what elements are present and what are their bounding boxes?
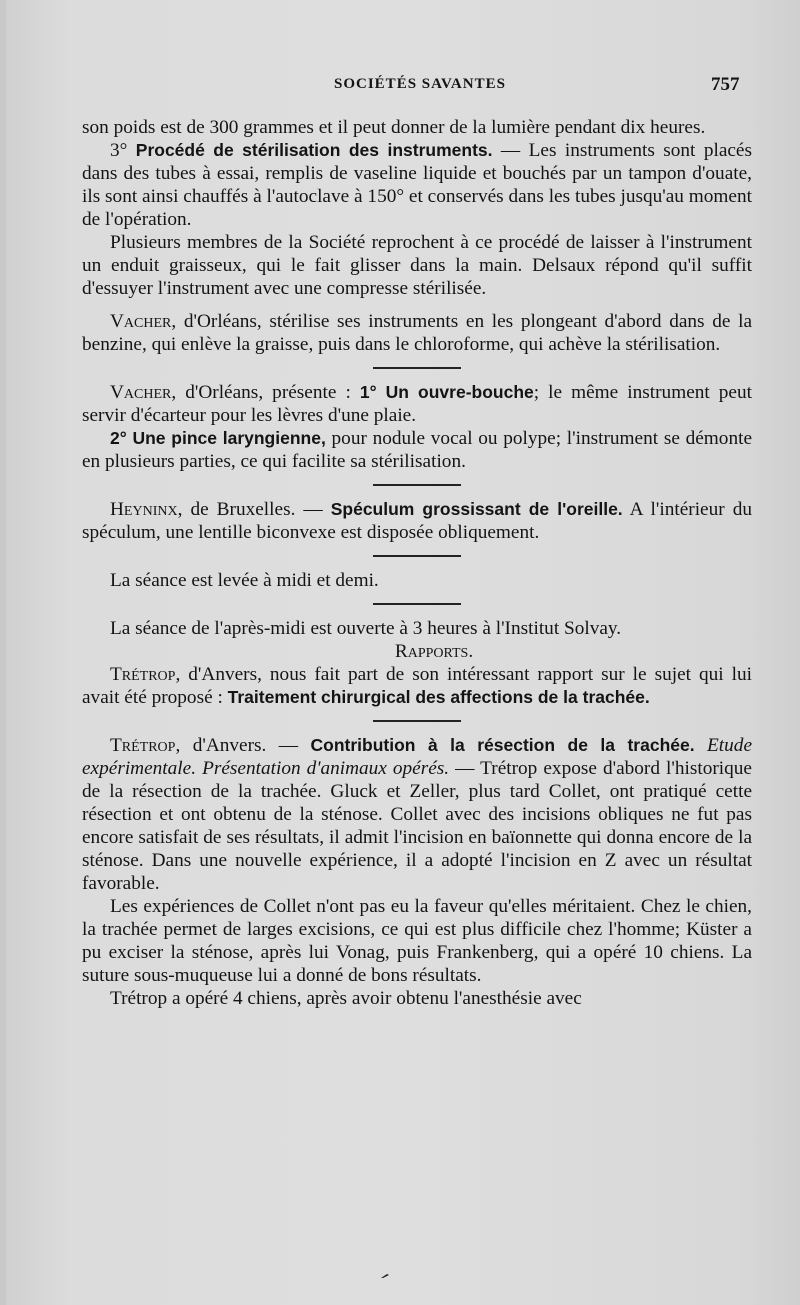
- page-body: [82, 116, 752, 1010]
- paragraph-text: — Les instruments sont placés dans des tubes à essai, remplis de vaseline liquide et bouchés par un tampon d'ouate, ils sont ainsi chauffés à l'autoclave à 150° et conservés dans les tubes jusqu'au moment de l'opération.: [82, 140, 752, 230]
- running-head: SOCIÉTÉS SAVANTES: [334, 76, 506, 92]
- section-divider: [373, 720, 461, 722]
- paragraph-text: son poids est de 300 grammes et il peut donner de la lumière pendant dix heures.: [82, 117, 706, 138]
- section-divider: [373, 555, 461, 557]
- paragraph-text: A l'intérieur du spéculum, une lentille biconvexe est disposée obliquement.: [82, 499, 752, 543]
- paragraph-text: , de Bruxelles. —: [177, 499, 331, 520]
- book-page: [6, 0, 800, 1305]
- author-name: Vacher: [110, 382, 172, 403]
- paragraph-text: , d'Anvers, nous fait part de son intéressant rapport sur le sujet qui lui avait été proposé :: [82, 664, 752, 708]
- bold-title: Procédé de stérilisation des instruments.: [135, 140, 493, 160]
- bold-title: Une pince laryngienne,: [132, 428, 326, 448]
- paragraph-tretrop-resection: [82, 734, 752, 895]
- paragraph-text: La séance est levée à midi et demi.: [110, 570, 379, 591]
- paragraph-text: ; le même instrument peut servir d'écarteur pour les lèvres d'une plaie.: [82, 382, 752, 426]
- paragraph-pince: [82, 427, 752, 473]
- bold-title: Un ouvre-bouche: [385, 382, 534, 402]
- author-name: Trétrop: [110, 664, 176, 685]
- paragraph-text: pour nodule vocal ou polype; l'instrument se démonte en plusieurs parties, ce qui facilite sa stérilisation.: [82, 428, 752, 472]
- paragraph-tretrop-chiens: [82, 987, 752, 1010]
- item-number: 3°: [110, 140, 128, 161]
- paragraph-text: , d'Anvers. —: [175, 735, 311, 756]
- italic-subtitle: Etude expérimentale. Présentation d'animaux opérés.: [82, 735, 753, 779]
- paragraph-text: — Trétrop expose d'abord l'historique de la résection de la trachée. Gluck et Zeller, plus tard Collet, ont pratiqué cette résection et ont obtenu de la sténose. Collet avec des incisions obliques ne fut pas encore satisfait de ses résultats, il admit l'incision en baïonnette qui donna encore de la sténose. Dans une nouvelle expérience, il a adopté l'incision en Z avec un résultat favorable.: [82, 758, 752, 894]
- page-number: 757: [711, 74, 740, 95]
- paragraph-seance-apres-midi: [82, 617, 752, 640]
- paragraph-text: , d'Orléans, stérilise ses instruments en les plongeant d'abord dans de la benzine, qui enlève la graisse, puis dans le chloroforme, qui achève la stérilisation.: [82, 311, 752, 355]
- paragraph-collet: [82, 895, 752, 987]
- bold-title: Traitement chirurgical des affections de la trachée.: [227, 687, 650, 707]
- bold-title: Contribution à la résection de la trachée.: [310, 735, 695, 755]
- paragraph-discussion: [82, 231, 752, 300]
- item-number: 2°: [110, 428, 127, 448]
- paragraph-continued: [82, 116, 752, 139]
- paragraph-heyninx: [82, 498, 752, 544]
- author-name: Heyninx: [110, 499, 178, 520]
- section-divider: [373, 603, 461, 605]
- paragraph-text: La séance de l'après-midi est ouverte à 3 heures à l'Institut Solvay.: [110, 618, 622, 639]
- paragraph-text: Trétrop a opéré 4 chiens, après avoir obtenu l'anesthésie avec: [110, 988, 582, 1009]
- paragraph-tretrop-rapport: [82, 663, 752, 709]
- paragraph-vacher-1: [82, 310, 752, 356]
- section-divider: [373, 367, 461, 369]
- bold-title: Spéculum grossissant de l'oreille.: [330, 499, 623, 519]
- ink-blot-mark: [380, 1273, 390, 1279]
- author-name: Trétrop: [110, 735, 176, 756]
- page-header: [6, 76, 800, 100]
- paragraph-text: Les expériences de Collet n'ont pas eu la faveur qu'elles méritaient. Chez le chien, la trachée permet de larges excisions, ce qui est plus difficile chez l'homme; Küster a pu exciser la sténose, après lui Vonag, puis Frankenberg, qui a opéré 10 chiens. La suture sous-muqueuse lui a donné de bons résultats.: [82, 896, 752, 986]
- paragraph-seance-levee: [82, 569, 752, 592]
- section-heading-rapports: Rapports.: [394, 641, 474, 662]
- paragraph-text: , d'Orléans, présente :: [171, 382, 360, 403]
- paragraph-text: Plusieurs membres de la Société reprochent à ce procédé de laisser à l'instrument un enduit graisseux, qui le fait glisser dans la main. Delsaux répond qu'il suffit d'essuyer l'instrument avec une compresse stérilisée.: [82, 232, 752, 299]
- item-number: 1°: [359, 382, 377, 402]
- paragraph-sterilisation: [82, 139, 752, 231]
- paragraph-vacher-2: [82, 381, 752, 427]
- section-divider: [373, 484, 461, 486]
- author-name: Vacher: [110, 311, 172, 332]
